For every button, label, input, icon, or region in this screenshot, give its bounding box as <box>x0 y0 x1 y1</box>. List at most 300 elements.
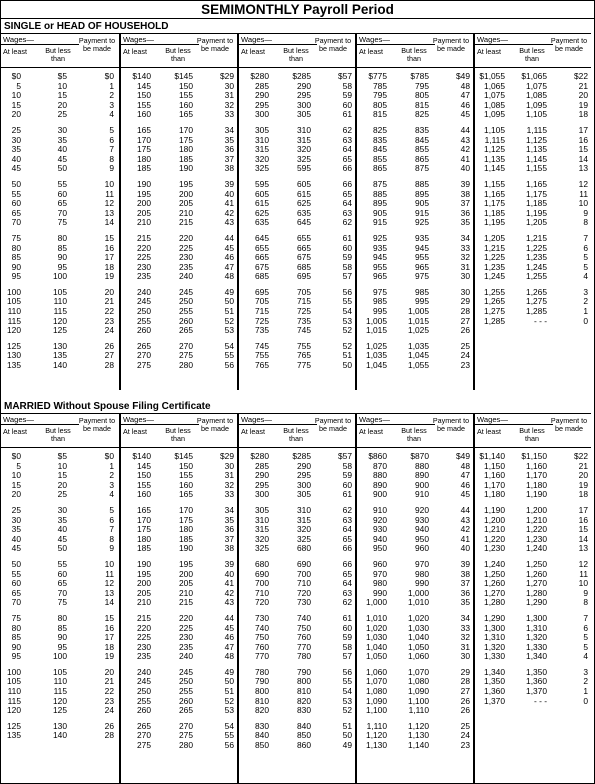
table-row <box>357 218 473 228</box>
payment-amount: 48 <box>224 271 234 282</box>
wage-at-least: 1,255 <box>484 286 505 297</box>
wage-at-least: 665 <box>255 252 269 263</box>
payment-amount: 50 <box>224 676 234 687</box>
payment-amount: 3 <box>583 666 588 677</box>
wage-at-least: 150 <box>137 90 151 101</box>
row-group <box>475 234 591 282</box>
row-group <box>239 342 355 371</box>
wage-less-than: 915 <box>415 207 429 218</box>
payment-amount: 58 <box>342 80 352 91</box>
wage-less-than: 100 <box>53 271 67 282</box>
payment-amount: 15 <box>104 232 114 243</box>
wage-at-least: 895 <box>373 198 387 209</box>
wage-less-than: 795 <box>415 80 429 91</box>
wage-at-least: $860 <box>368 451 387 461</box>
wage-less-than: 990 <box>415 578 429 589</box>
payment-amount: 60 <box>342 242 352 253</box>
wage-less-than: 1,115 <box>526 124 547 135</box>
row-group <box>239 614 355 662</box>
wage-at-least: 255 <box>137 695 151 706</box>
wage-less-than: 760 <box>297 632 311 643</box>
wage-at-least: 710 <box>255 587 269 598</box>
wage-less-than: 20 <box>57 99 67 110</box>
wage-less-than: 810 <box>297 686 311 697</box>
payment-amount: 38 <box>224 543 234 554</box>
at-least-header: At least <box>241 47 265 56</box>
wage-at-least: 220 <box>137 242 151 253</box>
row-group <box>121 288 237 336</box>
table-row <box>121 490 237 500</box>
wage-at-least: 25 <box>11 124 21 135</box>
payment-amount: 7 <box>109 144 114 155</box>
wage-at-least: $140 <box>132 451 151 461</box>
wage-at-least: 100 <box>7 286 21 297</box>
row-group <box>121 668 237 716</box>
table-row <box>1 490 119 500</box>
wage-less-than: 130 <box>53 340 67 351</box>
payment-amount: 46 <box>224 252 234 263</box>
payment-amount: 8 <box>583 597 588 608</box>
payment-amount: 36 <box>224 524 234 535</box>
payment-amount: 18 <box>578 489 588 500</box>
payment-amount: 39 <box>224 178 234 189</box>
table-row <box>121 110 237 120</box>
wage-less-than: 265 <box>179 325 193 336</box>
wage-at-least: 50 <box>11 178 21 189</box>
wage-at-least: 1,330 <box>484 651 505 662</box>
wage-at-least: 1,165 <box>484 188 505 199</box>
row-group <box>1 234 119 282</box>
payment-amount: 65 <box>342 568 352 579</box>
payment-amount: 63 <box>342 514 352 525</box>
wage-at-least: 45 <box>11 543 21 554</box>
payment-amount: 51 <box>342 350 352 361</box>
wage-less-than: 985 <box>415 286 429 297</box>
payment-amount: $29 <box>220 71 234 81</box>
table-row <box>239 652 355 662</box>
wages-header: Wages— <box>477 415 508 424</box>
wage-at-least: 815 <box>373 109 387 120</box>
wage-at-least: 730 <box>255 612 269 623</box>
wage-at-least: 1,150 <box>484 460 505 471</box>
payment-amount: 51 <box>224 686 234 697</box>
wage-at-least: 215 <box>137 232 151 243</box>
payment-amount: 40 <box>460 543 470 554</box>
wage-at-least: 675 <box>255 261 269 272</box>
wage-less-than: 885 <box>415 178 429 189</box>
payment-amount: 37 <box>460 198 470 209</box>
wage-less-than: $285 <box>292 451 311 461</box>
wage-less-than: 20 <box>57 479 67 490</box>
wage-at-least: 1,045 <box>366 360 387 371</box>
wage-at-least: 210 <box>137 217 151 228</box>
wage-less-than: 205 <box>179 578 193 589</box>
wage-less-than: 825 <box>415 109 429 120</box>
wage-less-than: 270 <box>179 720 193 731</box>
wage-less-than: 1,015 <box>408 315 429 326</box>
wage-less-than: 280 <box>179 740 193 751</box>
payment-amount: 65 <box>342 153 352 164</box>
payment-amount: 50 <box>224 296 234 307</box>
wage-less-than: 720 <box>297 587 311 598</box>
payment-amount: 2 <box>583 676 588 687</box>
wage-less-than: 185 <box>179 533 193 544</box>
wage-at-least: 125 <box>7 340 21 351</box>
wage-less-than: 10 <box>57 80 67 91</box>
payment-amount: 7 <box>583 612 588 623</box>
wage-less-than: 790 <box>297 666 311 677</box>
payment-amount: 52 <box>342 325 352 336</box>
wage-less-than: 900 <box>415 479 429 490</box>
wage-at-least: 765 <box>255 360 269 371</box>
payment-amount: 35 <box>224 134 234 145</box>
wage-less-than: 240 <box>179 271 193 282</box>
payment-amount: 52 <box>342 340 352 351</box>
wage-less-than: 895 <box>415 188 429 199</box>
wage-at-least: 175 <box>137 144 151 155</box>
wage-less-than: 860 <box>297 740 311 751</box>
wage-less-than: 750 <box>297 622 311 633</box>
but-less-than-header: But less than <box>283 46 309 63</box>
wage-at-least: 1,115 <box>484 134 505 145</box>
payment-amount: 11 <box>579 568 588 579</box>
payment-amount: 31 <box>224 90 234 101</box>
wage-at-least: 920 <box>373 514 387 525</box>
wage-less-than: 315 <box>297 514 311 525</box>
wage-less-than: 950 <box>415 533 429 544</box>
column-header <box>121 413 237 448</box>
wage-less-than: 325 <box>297 533 311 544</box>
wage-less-than: 305 <box>297 109 311 120</box>
wage-less-than: 165 <box>179 489 193 500</box>
table-row <box>357 741 473 751</box>
payment-amount: 22 <box>104 686 114 697</box>
wage-less-than: 765 <box>297 350 311 361</box>
wage-at-least: 150 <box>137 470 151 481</box>
payment-amount: 38 <box>460 568 470 579</box>
table-panel <box>237 413 355 783</box>
wage-at-least: 320 <box>255 153 269 164</box>
at-least-header: At least <box>123 47 147 56</box>
wage-less-than: 150 <box>179 80 193 91</box>
wage-less-than: 725 <box>297 306 311 317</box>
wage-at-least: 1,030 <box>366 632 387 643</box>
wage-at-least: 1,250 <box>484 568 505 579</box>
wage-less-than: 1,240 <box>526 543 547 554</box>
wage-less-than: 965 <box>415 261 429 272</box>
wage-less-than: 295 <box>297 90 311 101</box>
table-row <box>475 490 591 500</box>
table-rows <box>357 68 473 371</box>
wage-less-than: 925 <box>415 217 429 228</box>
wage-at-least: 785 <box>373 80 387 91</box>
payment-amount: 66 <box>342 178 352 189</box>
table-row <box>475 110 591 120</box>
payment-amount: 39 <box>224 558 234 569</box>
payment-header: Payment to be made <box>550 36 588 53</box>
row-group <box>239 668 355 716</box>
header-rule <box>239 424 317 425</box>
wage-at-least: 165 <box>137 124 151 135</box>
wage-less-than: 625 <box>297 198 311 209</box>
wage-at-least: 1,100 <box>366 705 387 716</box>
wage-at-least: 50 <box>11 558 21 569</box>
wage-at-least: 90 <box>11 641 21 652</box>
wage-less-than: 35 <box>57 134 67 145</box>
payment-amount: 63 <box>342 134 352 145</box>
wage-at-least: 15 <box>11 479 21 490</box>
wage-at-least: 315 <box>255 524 269 535</box>
wage-less-than: 840 <box>297 720 311 731</box>
payment-amount: 4 <box>583 651 588 662</box>
wage-at-least: 745 <box>255 340 269 351</box>
wage-less-than: 1,045 <box>408 350 429 361</box>
wage-less-than: 135 <box>53 350 67 361</box>
payment-amount: 59 <box>342 90 352 101</box>
wage-less-than: 1,060 <box>408 651 429 662</box>
wage-at-least: 320 <box>255 533 269 544</box>
wage-less-than: 215 <box>179 597 193 608</box>
payment-amount: 48 <box>460 460 470 471</box>
table-row <box>239 326 355 336</box>
wage-less-than: 125 <box>53 325 67 336</box>
wage-less-than: 115 <box>53 306 67 317</box>
wage-at-least: 615 <box>255 198 269 209</box>
payment-amount: 1 <box>109 460 114 471</box>
payment-amount: 26 <box>460 695 470 706</box>
table-rows <box>475 68 591 326</box>
wage-at-least: 80 <box>11 242 21 253</box>
table-row <box>121 326 237 336</box>
table-row <box>239 598 355 608</box>
wage-less-than: 1,280 <box>526 587 547 598</box>
wage-at-least: 1,230 <box>484 543 505 554</box>
wage-at-least: 835 <box>373 134 387 145</box>
row-group <box>357 234 473 282</box>
payment-amount: 31 <box>224 470 234 481</box>
wage-less-than: 1,085 <box>526 90 547 101</box>
payment-amount: 35 <box>224 514 234 525</box>
payment-amount: 12 <box>578 558 588 569</box>
row-group <box>357 668 473 716</box>
payment-amount: 26 <box>460 705 470 716</box>
payment-amount: $22 <box>574 71 588 81</box>
payment-amount: 44 <box>224 232 234 243</box>
wage-at-least: 680 <box>255 558 269 569</box>
wage-at-least: 975 <box>373 286 387 297</box>
payment-amount: 28 <box>460 306 470 317</box>
payment-amount: 51 <box>224 306 234 317</box>
wage-at-least: 1,370 <box>484 695 505 706</box>
wage-less-than: 1,140 <box>408 740 429 751</box>
payment-amount: 8 <box>109 533 114 544</box>
wage-less-than: 140 <box>53 360 67 371</box>
wage-at-least: 180 <box>137 153 151 164</box>
wage-less-than: $285 <box>292 71 311 81</box>
wage-at-least: 1,360 <box>484 686 505 697</box>
at-least-header: At least <box>359 427 383 436</box>
wage-less-than: 55 <box>57 178 67 189</box>
row-group <box>1 180 119 228</box>
payment-header: Payment to be made <box>314 36 352 53</box>
table-panel <box>237 33 355 390</box>
payment-amount: 49 <box>224 666 234 677</box>
payment-amount: 33 <box>224 109 234 120</box>
payment-amount: 24 <box>104 705 114 716</box>
wage-less-than: 1,080 <box>408 676 429 687</box>
payment-amount: 27 <box>104 350 114 361</box>
wage-less-than: 200 <box>179 188 193 199</box>
payment-amount: 53 <box>342 315 352 326</box>
wage-less-than: 1,025 <box>408 325 429 336</box>
wage-at-least: $0 <box>11 451 21 461</box>
wage-less-than: 665 <box>297 242 311 253</box>
wage-less-than: 45 <box>57 153 67 164</box>
wage-at-least: 160 <box>137 489 151 500</box>
table-row <box>357 110 473 120</box>
payment-amount: 13 <box>578 163 588 174</box>
wage-at-least: 1,310 <box>484 632 505 643</box>
table-row <box>239 272 355 282</box>
wage-less-than: 875 <box>415 163 429 174</box>
wage-at-least: 120 <box>7 325 21 336</box>
at-least-header: At least <box>3 427 27 436</box>
table-row <box>475 697 591 707</box>
payment-amount: 16 <box>578 134 588 145</box>
wage-at-least: 35 <box>11 144 21 155</box>
wage-at-least: 720 <box>255 597 269 608</box>
wage-at-least: 35 <box>11 524 21 535</box>
payment-amount: 28 <box>104 360 114 371</box>
payment-amount: 6 <box>583 622 588 633</box>
payment-amount: 61 <box>342 109 352 120</box>
header-rule <box>475 44 553 45</box>
row-group <box>121 506 237 554</box>
wage-less-than: 1,095 <box>526 99 547 110</box>
wage-less-than: 710 <box>297 578 311 589</box>
section-grid <box>1 413 593 783</box>
table-panel <box>473 33 591 390</box>
payment-amount: 59 <box>342 252 352 263</box>
payment-amount: 30 <box>460 651 470 662</box>
wage-at-least: 780 <box>255 666 269 677</box>
wage-less-than: 80 <box>57 232 67 243</box>
wage-at-least: 1,290 <box>484 612 505 623</box>
table-row <box>1 652 119 662</box>
wage-less-than: 175 <box>179 514 193 525</box>
wage-less-than: $870 <box>410 451 429 461</box>
wage-at-least: 250 <box>137 306 151 317</box>
wage-at-least: 1,075 <box>484 90 505 101</box>
wage-at-least: 60 <box>11 198 21 209</box>
payment-amount: 47 <box>460 90 470 101</box>
payment-amount: 62 <box>342 217 352 228</box>
wage-less-than: 65 <box>57 198 67 209</box>
payment-amount: 52 <box>342 705 352 716</box>
payment-amount: 44 <box>460 504 470 515</box>
wage-less-than: - - - <box>533 315 547 326</box>
wage-at-least: 1,035 <box>366 350 387 361</box>
wage-at-least: $775 <box>368 71 387 81</box>
wage-at-least: 305 <box>255 504 269 515</box>
but-less-than-header: But less than <box>519 426 545 443</box>
wage-at-least: 245 <box>137 296 151 307</box>
wage-at-least: 5 <box>16 460 21 471</box>
wage-less-than: 255 <box>179 306 193 317</box>
table-row <box>475 218 591 228</box>
payment-amount: 28 <box>460 676 470 687</box>
wage-less-than: 295 <box>297 470 311 481</box>
wage-less-than: $145 <box>174 71 193 81</box>
wage-less-than: 945 <box>415 242 429 253</box>
payment-amount: $57 <box>338 71 352 81</box>
wage-less-than: 230 <box>179 252 193 263</box>
wage-less-than: 700 <box>297 568 311 579</box>
payment-amount: 53 <box>342 695 352 706</box>
wage-less-than: 125 <box>53 705 67 716</box>
payment-amount: 45 <box>460 109 470 120</box>
wage-at-least: 260 <box>137 705 151 716</box>
wage-at-least: 315 <box>255 144 269 155</box>
payment-amount: 37 <box>224 153 234 164</box>
column-header <box>475 33 591 68</box>
payment-amount: 60 <box>342 99 352 110</box>
wage-at-least: 800 <box>255 686 269 697</box>
wage-at-least: 155 <box>137 99 151 110</box>
wage-less-than: 225 <box>179 622 193 633</box>
payment-amount: 48 <box>224 651 234 662</box>
wage-less-than: 30 <box>57 124 67 135</box>
row-group <box>121 614 237 662</box>
wage-less-than: 635 <box>297 207 311 218</box>
wage-at-least: 5 <box>16 80 21 91</box>
payment-amount: 26 <box>460 325 470 336</box>
wage-at-least: 905 <box>373 207 387 218</box>
payment-amount: 1 <box>109 80 114 91</box>
wage-at-least: 1,235 <box>484 261 505 272</box>
wage-less-than: 1,300 <box>526 612 547 623</box>
row-group <box>239 506 355 554</box>
wage-at-least: 100 <box>7 666 21 677</box>
wage-less-than: 995 <box>415 296 429 307</box>
wage-less-than: 815 <box>415 99 429 110</box>
payment-amount: 58 <box>342 261 352 272</box>
wage-less-than: 1,260 <box>526 568 547 579</box>
table-rows <box>121 448 237 751</box>
wage-at-least: 325 <box>255 163 269 174</box>
payment-amount: 3 <box>109 479 114 490</box>
payment-amount: 62 <box>342 124 352 135</box>
payment-amount: 54 <box>224 340 234 351</box>
wage-less-than: 1,225 <box>526 242 547 253</box>
table-rows <box>357 448 473 751</box>
wage-less-than: 40 <box>57 524 67 535</box>
wage-less-than: 190 <box>179 163 193 174</box>
wage-less-than: 10 <box>57 460 67 471</box>
row-group <box>357 722 473 751</box>
payment-amount: 65 <box>342 533 352 544</box>
wage-less-than: 320 <box>297 144 311 155</box>
row-group <box>357 452 473 500</box>
wages-header: Wages— <box>359 415 390 424</box>
table-row <box>475 164 591 174</box>
payment-header: Payment to be made <box>432 36 470 53</box>
wage-less-than: 730 <box>297 597 311 608</box>
table-row <box>1 110 119 120</box>
payment-amount: 8 <box>109 153 114 164</box>
wage-at-least: 1,175 <box>484 198 505 209</box>
wage-less-than: 220 <box>179 612 193 623</box>
